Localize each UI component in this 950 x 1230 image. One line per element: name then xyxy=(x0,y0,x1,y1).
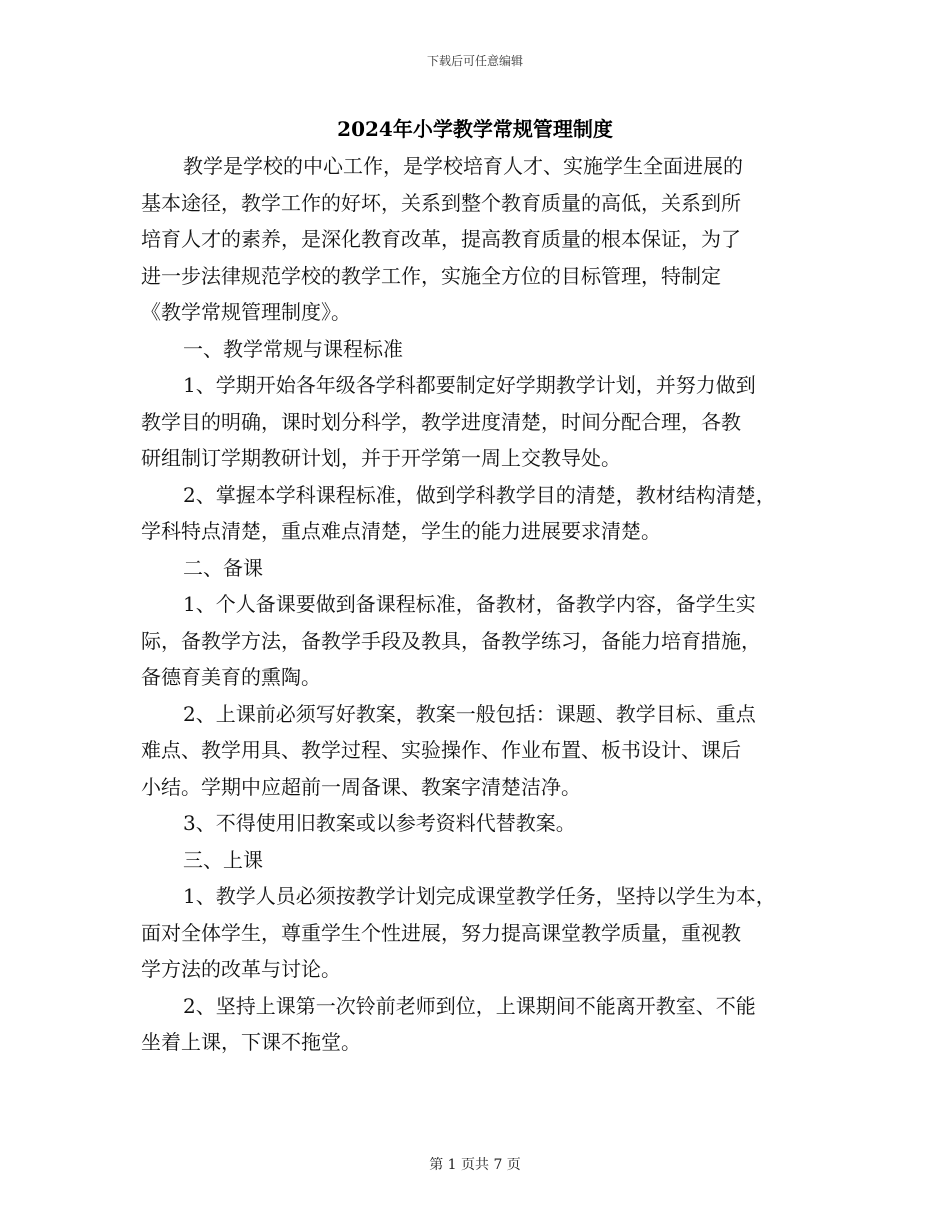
document-body xyxy=(141,148,821,1061)
paragraph-line: 1、教学人员必须按教学计划完成课堂教学任务，坚持以学生为本， xyxy=(183,884,776,908)
paragraph-line: 《教学常规管理制度》。 xyxy=(141,300,351,324)
section-heading: 二、备课 xyxy=(183,555,263,580)
paragraph-line: 1、个人备课要做到备课程标准，备教材，备教学内容，备学生实 xyxy=(183,592,756,616)
paragraph-line: 基本途径，教学工作的好坏，关系到整个教育质量的高低，关系到所 xyxy=(141,190,741,215)
paragraph-line: 3、不得使用旧教案或以参考资料代替教案。 xyxy=(183,811,576,835)
paragraph-line: 学科特点清楚，重点难点清楚，学生的能力进展要求清楚。 xyxy=(141,519,661,543)
paragraph-line: 2、掌握本学科课程标准，做到学科教学目的清楚，教材结构清楚， xyxy=(183,482,776,507)
paragraph-line: 研组制订学期教研计划，并于开学第一周上交教导处。 xyxy=(141,446,621,470)
paragraph-line: 培育人才的素养，是深化教育改革，提高教育质量的根本保证，为了 xyxy=(141,227,741,251)
paragraph-line: 教学是学校的中心工作，是学校培育人才、实施学生全面进展的 xyxy=(183,154,743,178)
paragraph-line: 学方法的改革与讨论。 xyxy=(141,957,341,981)
paragraph-line: 教学目的明确，课时划分科学，教学进度清楚，时间分配合理，各教 xyxy=(141,409,741,434)
paragraph-line: 备德育美育的熏陶。 xyxy=(141,665,321,689)
paragraph-line: 坐着上课，下课不拖堂。 xyxy=(141,1030,361,1054)
section-heading: 三、上课 xyxy=(183,847,263,872)
paragraph-line: 1、学期开始各年级各学科都要制定好学期教学计划，并努力做到 xyxy=(183,373,756,397)
paragraph-line: 2、坚持上课第一次铃前老师到位，上课期间不能离开教室、不能 xyxy=(183,993,756,1018)
paragraph-line: 难点、教学用具、教学过程、实验操作、作业布置、板书设计、课后 xyxy=(141,738,741,762)
page-number: 第 1 页共 7 页 xyxy=(429,1157,521,1173)
paragraph-line: 面对全体学生，尊重学生个性进展，努力提高课堂教学质量，重视教 xyxy=(141,920,741,945)
section-heading: 一、教学常规与课程标准 xyxy=(183,336,403,361)
paragraph-line: 进一步法律规范学校的教学工作，实施全方位的目标管理，特制定 xyxy=(141,263,721,288)
header-note: 下载后可任意编辑 xyxy=(426,54,523,68)
paragraph-line: 际，备教学方法，备教学手段及教具，备教学练习，备能力培育措施， xyxy=(141,628,761,653)
paragraph-line: 2、上课前必须写好教案，教案一般包括：课题、教学目标、重点 xyxy=(183,701,756,726)
paragraph-line: 小结。学期中应超前一周备课、教案字清楚洁净。 xyxy=(141,774,581,799)
document-title: 2024年小学教学常规管理制度 xyxy=(337,117,613,141)
